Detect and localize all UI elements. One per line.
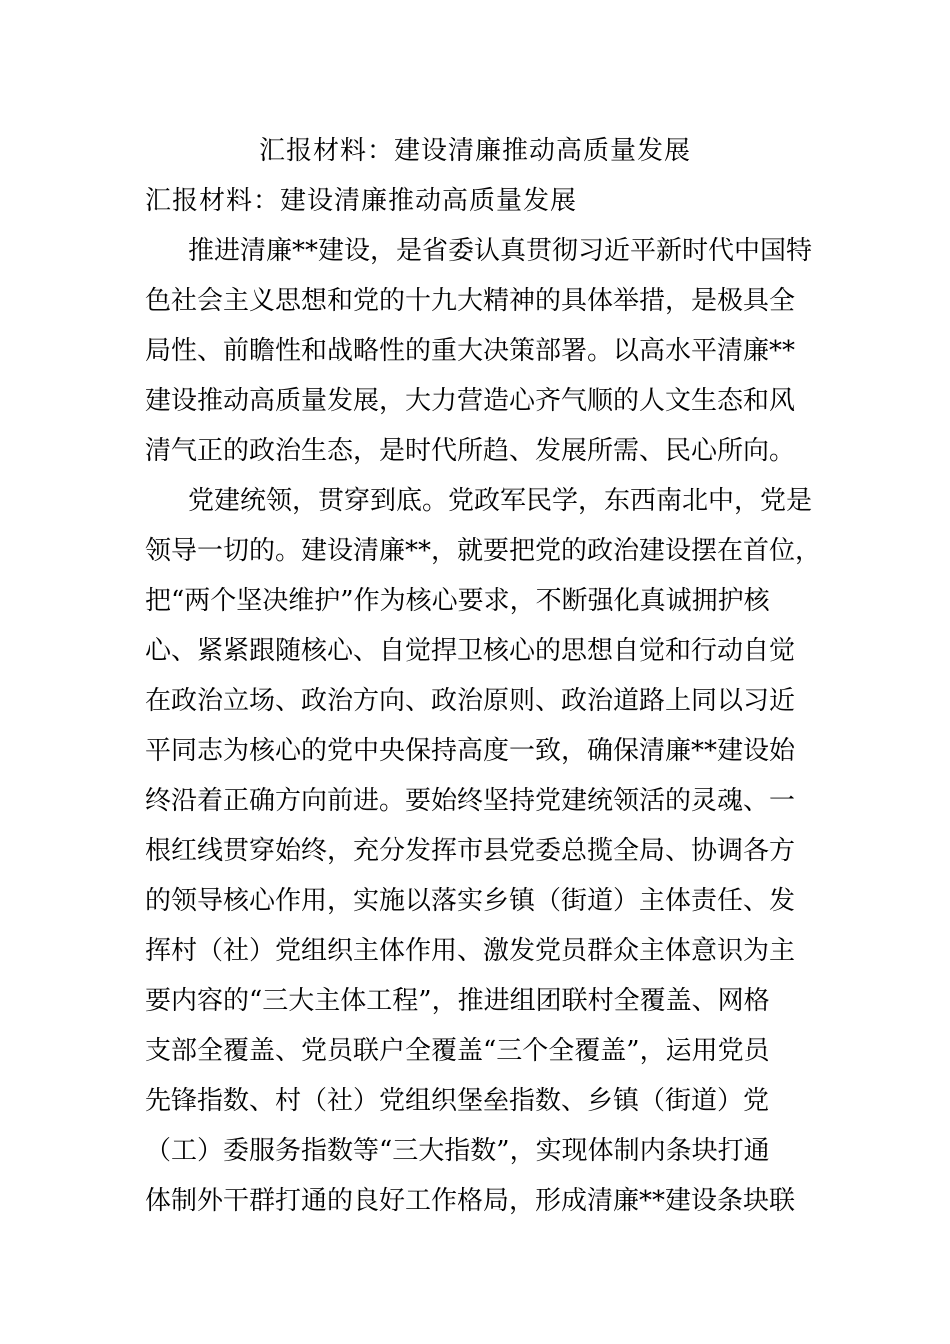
paragraph-2-line-1: 党建统领，贯穿到底。党政军民学，东西南北中，党是 bbox=[188, 486, 813, 516]
paragraph-1-line-2: 色社会主义思想和党的十九大精神的具体举措，是极具全 bbox=[145, 286, 796, 316]
paragraph-1-line-1: 推进清廉**建设，是省委认真贯彻习近平新时代中国特 bbox=[188, 236, 813, 266]
paragraph-2-line-6: 平同志为核心的党中央保持高度一致，确保清廉**建设始 bbox=[145, 736, 796, 766]
paragraph-2-line-11: 要内容的“三大主体工程”，推进组团联村全覆盖、网格 bbox=[145, 986, 770, 1016]
paragraph-2-line-9: 的领导核心作用，实施以落实乡镇（街道）主体责任、发 bbox=[145, 886, 796, 916]
document-title: 汇报材料：建设清廉推动高质量发展 bbox=[258, 136, 691, 166]
paragraph-2-line-14: （工）委服务指数等“三大指数”，实现体制内条块打通 bbox=[145, 1136, 770, 1166]
document-subtitle: 汇报材料：建设清廉推动高质量发展 bbox=[145, 186, 578, 216]
paragraph-1-line-3: 局性、前瞻性和战略性的重大决策部署。以高水平清廉** bbox=[145, 336, 796, 366]
paragraph-2-line-8: 根红线贯穿始终，充分发挥市县党委总揽全局、协调各方 bbox=[145, 836, 796, 866]
paragraph-2-line-15: 体制外干群打通的良好工作格局，形成清廉**建设条块联 bbox=[145, 1186, 796, 1216]
paragraph-2-line-7: 终沿着正确方向前进。要始终坚持党建统领活的灵魂、一 bbox=[145, 786, 796, 816]
paragraph-2-line-5: 在政治立场、政治方向、政治原则、政治道路上同以习近 bbox=[145, 686, 796, 716]
paragraph-2-line-2: 领导一切的。建设清廉**，就要把党的政治建设摆在首位， bbox=[145, 536, 822, 566]
paragraph-1-line-4: 建设推动高质量发展，大力营造心齐气顺的人文生态和风 bbox=[145, 386, 796, 416]
paragraph-2-line-3: 把“两个坚决维护”作为核心要求，不断强化真诚拥护核 bbox=[145, 586, 770, 616]
paragraph-2-line-13: 先锋指数、村（社）党组织堡垒指数、乡镇（街道）党 bbox=[145, 1086, 770, 1116]
paragraph-2-line-4: 心、紧紧跟随核心、自觉捍卫核心的思想自觉和行动自觉 bbox=[145, 636, 796, 666]
paragraph-2-line-12: 支部全覆盖、党员联户全覆盖“三个全覆盖”，运用党员 bbox=[145, 1036, 770, 1066]
paragraph-1-line-5: 清气正的政治生态，是时代所趋、发展所需、民心所向。 bbox=[145, 436, 796, 466]
paragraph-2-line-10: 挥村（社）党组织主体作用、激发党员群众主体意识为主 bbox=[145, 936, 796, 966]
